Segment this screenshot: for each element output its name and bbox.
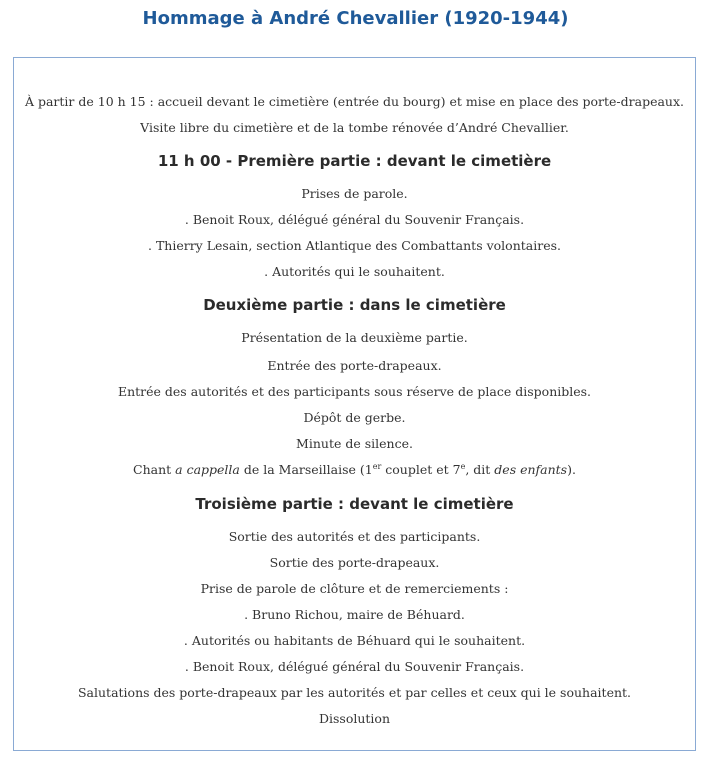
part3-heading: Troisième partie : devant le cimetière [195, 495, 514, 513]
part3-line-6: . Benoit Roux, délégué général du Souvenir Français. [184, 659, 525, 674]
part1-line-4: . Autorités qui le souhaitent. [264, 264, 445, 279]
chant-mid-3: , dit [465, 462, 495, 477]
part1-heading: 11 h 00 - Première partie : devant le cimetière [157, 152, 552, 170]
chant-sup-2: e [460, 461, 466, 471]
chant-sup-1: er [372, 461, 382, 471]
chant-italic-des-enfants: des enfants [494, 462, 568, 477]
part3-line-3: Prise de parole de clôture et de remerciements : [200, 581, 509, 596]
part2-line-3: Entrée des autorités et des participants sous réserve de place disponibles. [117, 384, 592, 399]
intro-line-2: Visite libre du cimetière et de la tombe rénovée d’André Chevallier. [140, 120, 569, 135]
part2-line-5: Minute de silence. [296, 436, 413, 451]
part1-line-1: Prises de parole. [301, 186, 408, 201]
chant-prefix: Chant [133, 462, 176, 477]
part3-line-8: Dissolution [318, 711, 391, 726]
chant-italic-a-cappella: a cappella [175, 462, 240, 477]
program-box [13, 57, 696, 751]
intro-line-1: À partir de 10 h 15 : accueil devant le cimetière (entrée du bourg) et mise en place des porte-drapeaux. [24, 94, 685, 109]
chant-mid-1: de la Marseillaise (1 [239, 462, 373, 477]
part2-line-4: Dépôt de gerbe. [303, 410, 406, 425]
page-title: Hommage à André Chevallier (1920-1944) [142, 8, 569, 29]
part1-line-3: . Thierry Lesain, section Atlantique des Combattants volontaires. [148, 238, 561, 253]
part3-line-1: Sortie des autorités et des participants. [228, 529, 481, 544]
part3-line-4: . Bruno Richou, maire de Béhuard. [244, 607, 465, 622]
part1-line-2: . Benoit Roux, délégué général du Souvenir Français. [184, 212, 525, 227]
chant-suffix: ). [567, 462, 576, 477]
part3-line-2: Sortie des porte-drapeaux. [269, 555, 440, 570]
chant-mid-2: couplet et 7 [381, 462, 461, 477]
part3-line-7: Salutations des porte-drapeaux par les autorités et par celles et ceux qui le souhaitent. [77, 685, 632, 700]
part2-chant-line [14, 462, 695, 477]
part2-line-2: Entrée des porte-drapeaux. [267, 358, 442, 373]
part2-line-1: Présentation de la deuxième partie. [241, 330, 468, 345]
part3-line-5: . Autorités ou habitants de Béhuard qui le souhaitent. [183, 633, 526, 648]
part2-heading: Deuxième partie : dans le cimetière [203, 296, 506, 314]
